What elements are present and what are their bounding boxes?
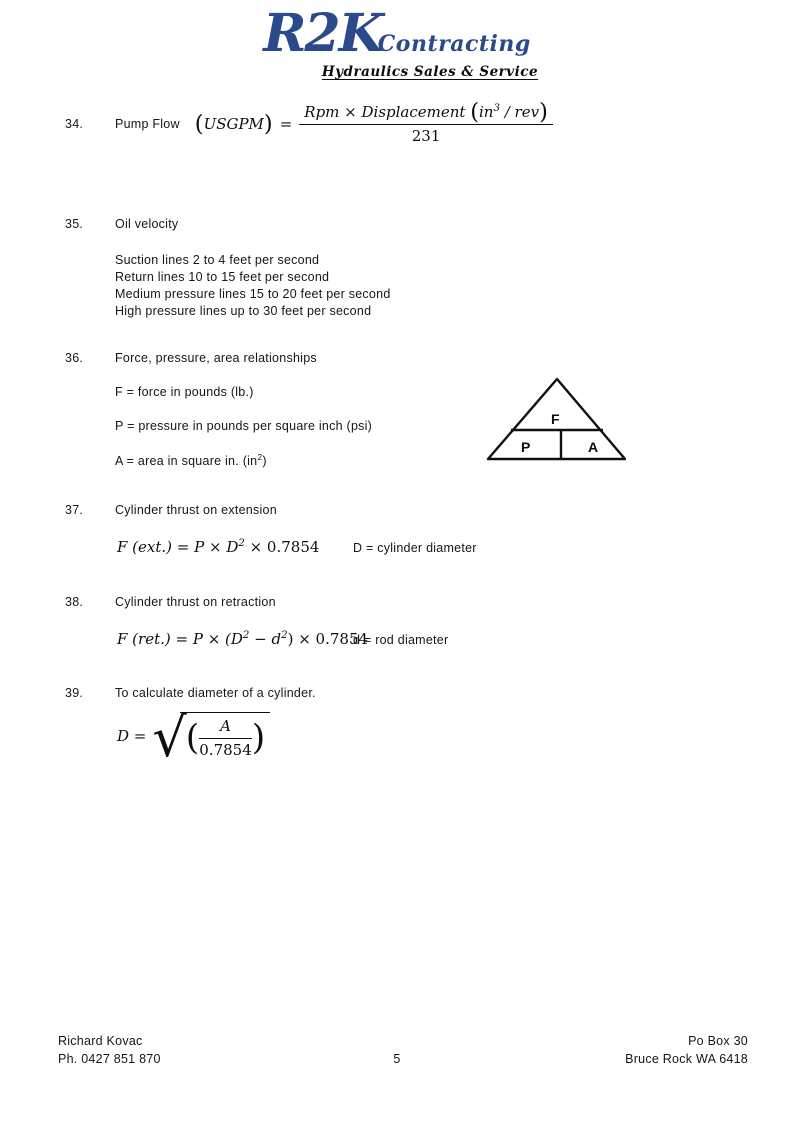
item-number: 38. bbox=[65, 595, 84, 609]
logo-sub-text: Contracting bbox=[377, 31, 531, 57]
radicand: ( $\frac{A}{0.7854}$ ) bbox=[180, 712, 270, 761]
contact-name: Richard Kovac bbox=[58, 1034, 143, 1048]
fraction bbox=[299, 98, 553, 146]
formula-pump-flow bbox=[194, 98, 553, 146]
item-39 bbox=[65, 686, 316, 700]
fraction-denominator: 231 bbox=[411, 126, 441, 145]
force-pressure-area-triangle bbox=[484, 374, 630, 466]
fraction bbox=[199, 716, 252, 760]
list-item: High pressure lines up to 30 feet per second bbox=[115, 304, 372, 318]
company-tagline: Hydraulics Sales & Service bbox=[321, 64, 539, 80]
item-34 bbox=[65, 98, 553, 146]
item-37-title: Cylinder thrust on extension bbox=[115, 503, 277, 517]
fraction-denominator: 0.7854 bbox=[199, 740, 252, 759]
definition-p: P = pressure in pounds per square inch (psi) bbox=[115, 419, 373, 433]
contact-phone: Ph. 0427 851 870 bbox=[58, 1052, 161, 1066]
formula-lhs: D = bbox=[117, 727, 147, 746]
triangle-label-force: F bbox=[551, 411, 560, 427]
page-number: 5 bbox=[393, 1052, 401, 1066]
fraction-numerator: A bbox=[199, 716, 252, 739]
item-number: 39. bbox=[65, 686, 84, 700]
equals-sign: = bbox=[279, 114, 293, 133]
list-item: Suction lines 2 to 4 feet per second bbox=[115, 253, 320, 267]
triangle-label-area: A bbox=[588, 439, 599, 455]
formula-diameter bbox=[117, 706, 270, 770]
fraction-numerator: Rpm × Displacement $(in^3 / rev)$ bbox=[299, 102, 553, 125]
formula-lhs: (USGPM) bbox=[194, 110, 273, 137]
list-item: Medium pressure lines 15 to 20 feet per second bbox=[115, 287, 391, 301]
footer-address bbox=[625, 1032, 748, 1068]
address-line: Po Box 30 bbox=[688, 1034, 748, 1048]
item-number: 34. bbox=[65, 116, 84, 131]
item-35-title: Oil velocity bbox=[115, 217, 179, 231]
item-37 bbox=[65, 503, 277, 517]
item-38-title: Cylinder thrust on retraction bbox=[115, 595, 276, 609]
item-38 bbox=[65, 595, 276, 609]
oil-velocity-list bbox=[115, 252, 391, 320]
logo-main-text: R2K bbox=[263, 3, 382, 64]
definition-f: F = force in pounds (lb.) bbox=[115, 385, 254, 399]
note-rod-diameter: d = rod diameter bbox=[353, 633, 449, 647]
triangle-label-pressure: P bbox=[521, 439, 531, 455]
letterhead bbox=[0, 3, 794, 80]
item-number: 37. bbox=[65, 503, 84, 517]
radical-sign-icon: √ bbox=[152, 706, 187, 770]
item-number: 35. bbox=[65, 217, 84, 231]
item-number: 36. bbox=[65, 351, 84, 365]
square-root bbox=[152, 706, 270, 770]
formula-retraction: F $(ret.) = P \times (D^2 - d^2) \times 0.7854$ bbox=[117, 630, 369, 648]
item-36-title: Force, pressure, area relationships bbox=[115, 351, 317, 365]
item-39-title: To calculate diameter of a cylinder. bbox=[115, 686, 316, 700]
item-36 bbox=[65, 351, 317, 365]
definition-a: A = area in square in. $(in^2)$ bbox=[115, 452, 267, 469]
address-line: Bruce Rock WA 6418 bbox=[625, 1052, 748, 1066]
note-cylinder-diameter: D = cylinder diameter bbox=[353, 541, 477, 555]
list-item: Return lines 10 to 15 feet per second bbox=[115, 270, 330, 284]
item-35 bbox=[65, 217, 178, 231]
formula-extension: F $(ext.) = P \times D^2 \times 0.7854$ bbox=[117, 538, 320, 556]
company-logo bbox=[0, 3, 794, 64]
item-34-label: Pump Flow bbox=[115, 116, 180, 131]
